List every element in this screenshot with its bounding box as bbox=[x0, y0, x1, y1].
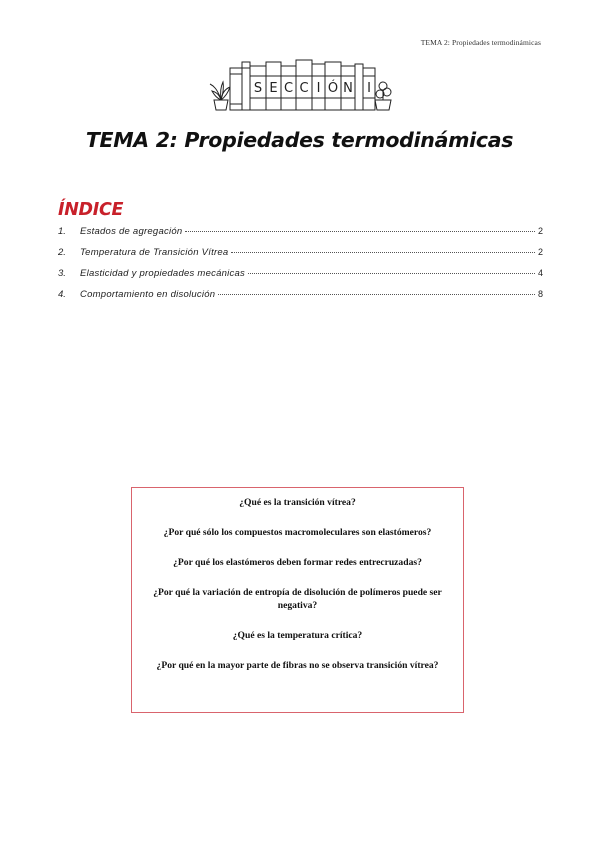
toc-leader bbox=[248, 273, 535, 274]
toc-page: 4 bbox=[537, 268, 543, 278]
section-banner bbox=[208, 56, 394, 112]
banner-letters bbox=[254, 80, 353, 96]
toc-number: 2. bbox=[58, 247, 66, 258]
left-plant-icon bbox=[210, 82, 230, 110]
question: ¿Por qué sólo los compuestos macromoleculares son elastómeros? bbox=[163, 527, 432, 538]
toc-text: Temperatura de Transición Vítrea bbox=[80, 247, 229, 258]
toc-page: 2 bbox=[537, 226, 543, 236]
toc-item[interactable] bbox=[58, 226, 543, 247]
index-heading: ÍNDICE bbox=[58, 200, 124, 220]
question: ¿Qué es la transición vítrea? bbox=[239, 497, 356, 508]
toc-number: 1. bbox=[58, 226, 66, 237]
toc-leader bbox=[218, 294, 535, 295]
toc-page: 8 bbox=[537, 289, 543, 299]
banner-letter: I bbox=[367, 81, 371, 96]
toc-leader bbox=[185, 231, 535, 232]
toc-leader bbox=[231, 252, 535, 253]
banner-letter: I bbox=[316, 81, 321, 96]
toc-text: Elasticidad y propiedades mecánicas bbox=[80, 268, 246, 279]
banner-letter: S bbox=[253, 81, 263, 96]
banner-letter: E bbox=[269, 81, 278, 96]
toc-item[interactable] bbox=[58, 247, 543, 268]
banner-letter: C bbox=[299, 81, 309, 96]
question: ¿Por qué los elastómeros deben formar redes entrecruzadas? bbox=[173, 557, 422, 568]
toc-text: Comportamiento en disolución bbox=[80, 289, 216, 300]
table-of-contents bbox=[58, 226, 543, 310]
banner-letter: C bbox=[283, 81, 294, 96]
running-header: TEMA 2: Propiedades termodinámicas bbox=[420, 38, 541, 47]
question: ¿Por qué en la mayor parte de fibras no se observa transición vítrea? bbox=[156, 660, 439, 671]
toc-text: Estados de agregación bbox=[80, 226, 183, 237]
questions-box bbox=[131, 487, 464, 713]
question: ¿Qué es la temperatura crítica? bbox=[232, 630, 363, 641]
question: ¿Por qué la variación de entropía de disolución de polímeros puede ser negativa? bbox=[153, 587, 442, 611]
page-title: TEMA 2: Propiedades termodinámicas bbox=[85, 128, 514, 152]
books-plants-illustration bbox=[208, 56, 394, 112]
banner-letter: N bbox=[343, 81, 353, 96]
book-stack-left-icon bbox=[230, 62, 250, 110]
toc-number: 4. bbox=[58, 289, 66, 300]
toc-number: 3. bbox=[58, 268, 66, 279]
book-stack-right-icon bbox=[355, 64, 375, 110]
toc-page: 2 bbox=[537, 247, 543, 257]
right-plant-icon bbox=[375, 82, 391, 110]
toc-item[interactable] bbox=[58, 289, 543, 310]
banner-letter: Ó bbox=[327, 81, 339, 96]
toc-item[interactable] bbox=[58, 268, 543, 289]
